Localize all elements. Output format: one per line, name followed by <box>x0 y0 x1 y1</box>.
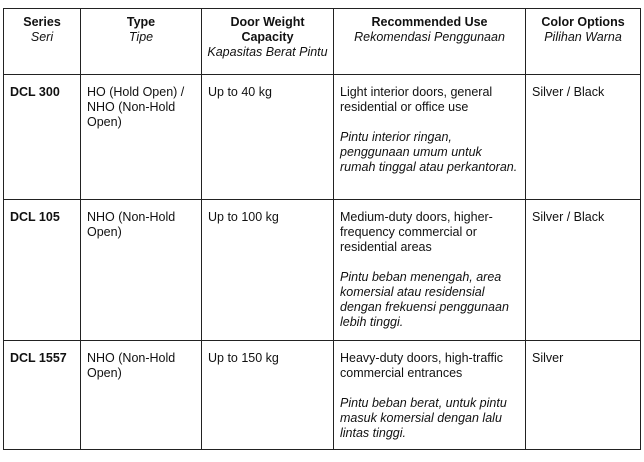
table-row <box>4 200 641 341</box>
cell-recommended-use <box>334 75 526 200</box>
header-color-options-en: Color Options <box>541 15 625 29</box>
header-series-en: Series <box>23 15 61 29</box>
door-closer-spec-table <box>3 8 641 450</box>
table-row <box>4 341 641 450</box>
use-english: Medium-duty doors, higher-frequency commercial or residential areas <box>340 210 493 254</box>
header-capacity-en: Door Weight Capacity <box>230 15 305 44</box>
header-series-id: Seri <box>30 30 54 44</box>
header-type <box>81 9 202 75</box>
cell-series: DCL 300 <box>4 75 81 200</box>
cell-capacity: Up to 100 kg <box>202 200 334 341</box>
table-row <box>4 75 641 200</box>
header-recommended-use-en: Recommended Use <box>371 15 488 29</box>
use-english: Light interior doors, general residential or office use <box>340 85 493 114</box>
header-type-en: Type <box>126 15 156 29</box>
header-series <box>4 9 81 75</box>
use-indonesian: Pintu beban berat, untuk pintu masuk komersial dengan lalu lintas tinggi. <box>340 396 507 440</box>
cell-type: HO (Hold Open) / NHO (Non-Hold Open) <box>81 75 202 200</box>
header-color-options-id: Pilihan Warna <box>544 30 622 44</box>
cell-colors: Silver / Black <box>526 75 641 200</box>
use-english: Heavy-duty doors, high-traffic commercial entrances <box>340 351 504 380</box>
cell-series: DCL 105 <box>4 200 81 341</box>
header-capacity <box>202 9 334 75</box>
cell-recommended-use <box>334 341 526 450</box>
header-row <box>4 9 641 75</box>
header-color-options <box>526 9 641 75</box>
use-indonesian: Pintu beban menengah, area komersial atau residensial dengan frekuensi penggunaan lebih tinggi. <box>340 270 509 329</box>
cell-capacity: Up to 150 kg <box>202 341 334 450</box>
cell-type: NHO (Non-Hold Open) <box>81 341 202 450</box>
cell-colors: Silver <box>526 341 641 450</box>
cell-colors: Silver / Black <box>526 200 641 341</box>
header-recommended-use-id: Rekomendasi Penggunaan <box>354 30 505 44</box>
use-indonesian: Pintu interior ringan, penggunaan umum untuk rumah tinggal atau perkantoran. <box>340 130 518 174</box>
cell-series: DCL 1557 <box>4 341 81 450</box>
header-type-id: Tipe <box>128 30 154 44</box>
header-capacity-id: Kapasitas Berat Pintu <box>207 45 328 59</box>
cell-capacity: Up to 40 kg <box>202 75 334 200</box>
cell-type: NHO (Non-Hold Open) <box>81 200 202 341</box>
header-recommended-use <box>334 9 526 75</box>
cell-recommended-use <box>334 200 526 341</box>
